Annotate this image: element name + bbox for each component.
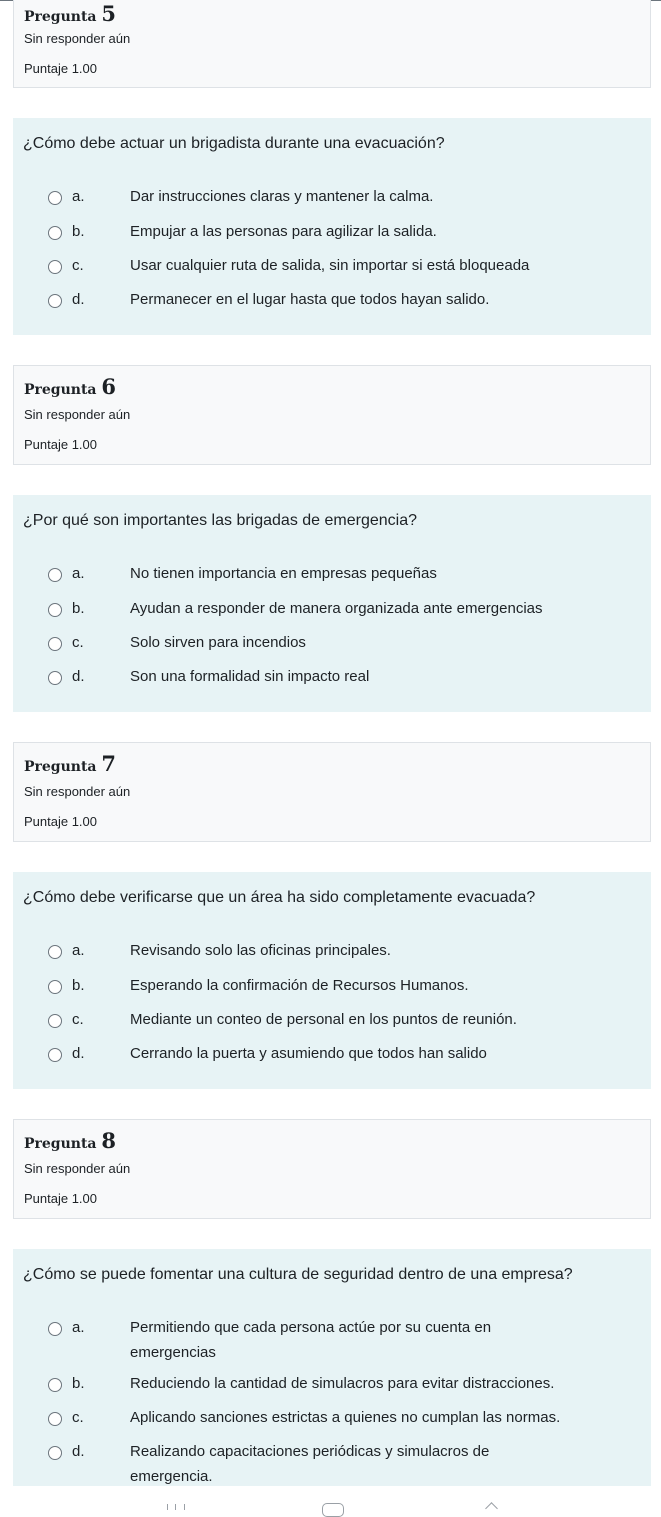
option-text[interactable]: Usar cualquier ruta de salida, sin importar si está bloqueada (130, 257, 530, 274)
option-letter: d. (72, 668, 85, 685)
radio-button[interactable] (48, 1446, 62, 1460)
answer-option-c[interactable] (13, 632, 651, 658)
question-info-8 (13, 1119, 651, 1219)
option-text[interactable]: Esperando la confirmación de Recursos Humanos. (130, 977, 469, 994)
radio-button[interactable] (48, 637, 62, 651)
radio-button[interactable] (48, 1412, 62, 1426)
question-label: Pregunta (24, 1136, 97, 1152)
question-info-5 (13, 0, 651, 88)
radio-button[interactable] (48, 1048, 62, 1062)
question-number (24, 1, 116, 26)
option-text[interactable]: Ayudan a responder de manera organizada ante emergencias (130, 600, 543, 617)
option-letter: d. (72, 291, 85, 308)
option-text[interactable]: Reduciendo la cantidad de simulacros para evitar distracciones. (130, 1375, 555, 1392)
option-letter: a. (72, 942, 85, 959)
option-text[interactable]: Aplicando sanciones estrictas a quienes no cumplan las normas. (130, 1409, 561, 1426)
home-icon[interactable] (322, 1503, 344, 1517)
answer-option-b[interactable] (13, 221, 651, 247)
option-letter: b. (72, 600, 85, 617)
question-grade: Puntaje 1.00 (24, 814, 98, 829)
question-info-6 (13, 365, 651, 465)
option-text[interactable]: Realizando capacitaciones periódicas y simulacros de emergencia. (130, 1443, 490, 1485)
question-grade: Puntaje 1.00 (24, 437, 98, 452)
question-number (24, 1128, 116, 1153)
radio-button[interactable] (48, 945, 62, 959)
question-info-7 (13, 742, 651, 842)
question-text: ¿Por qué son importantes las brigadas de emergencia? (23, 512, 417, 529)
option-text[interactable]: Revisando solo las oficinas principales. (130, 942, 391, 959)
option-letter: a. (72, 565, 85, 582)
radio-button[interactable] (48, 294, 62, 308)
option-text[interactable]: Mediante un conteo de personal en los puntos de reunión. (130, 1011, 517, 1028)
option-text[interactable]: Dar instrucciones claras y mantener la calma. (130, 188, 434, 205)
radio-button[interactable] (48, 191, 62, 205)
option-letter: d. (72, 1443, 85, 1460)
option-text[interactable]: Son una formalidad sin impacto real (130, 668, 370, 685)
option-text[interactable]: No tienen importancia en empresas pequeñas (130, 565, 437, 582)
option-letter: a. (72, 188, 85, 205)
answer-option-d[interactable] (13, 1441, 651, 1491)
radio-button[interactable] (48, 226, 62, 240)
answer-option-a[interactable] (13, 563, 651, 589)
question-label: Pregunta (24, 9, 97, 25)
question-number-value: 5 (101, 1, 116, 26)
radio-button[interactable] (48, 1014, 62, 1028)
answer-option-d[interactable] (13, 289, 651, 315)
question-number-value: 8 (101, 1128, 116, 1153)
radio-button[interactable] (48, 260, 62, 274)
answer-option-b[interactable] (13, 1373, 651, 1399)
radio-button[interactable] (48, 603, 62, 617)
question-content-8 (13, 1249, 651, 1486)
answer-option-b[interactable] (13, 598, 651, 624)
question-content-5 (13, 118, 651, 335)
answer-option-a[interactable] (13, 940, 651, 966)
answer-option-c[interactable] (13, 255, 651, 281)
question-text: ¿Cómo debe verificarse que un área ha sido completamente evacuada? (23, 889, 536, 906)
option-letter: d. (72, 1045, 85, 1062)
question-text: ¿Cómo se puede fomentar una cultura de seguridad dentro de una empresa? (23, 1266, 573, 1283)
question-text: ¿Cómo debe actuar un brigadista durante una evacuación? (23, 135, 445, 152)
option-text[interactable]: Cerrando la puerta y asumiendo que todos han salido (130, 1045, 487, 1062)
answer-option-c[interactable] (13, 1009, 651, 1035)
question-number-value: 7 (101, 751, 116, 776)
question-number-value: 6 (101, 374, 116, 399)
option-text[interactable]: Permanecer en el lugar hasta que todos hayan salido. (130, 291, 490, 308)
option-letter: c. (72, 634, 84, 651)
question-number (24, 751, 116, 776)
answer-option-c[interactable] (13, 1407, 651, 1433)
answer-option-b[interactable] (13, 975, 651, 1001)
radio-button[interactable] (48, 1322, 62, 1336)
question-grade: Puntaje 1.00 (24, 61, 98, 76)
question-state: Sin responder aún (24, 1161, 131, 1176)
answer-option-d[interactable] (13, 1043, 651, 1069)
recent-apps-icon[interactable] (167, 1504, 185, 1510)
answer-option-d[interactable] (13, 666, 651, 692)
option-letter: b. (72, 977, 85, 994)
question-label: Pregunta (24, 759, 97, 775)
question-content-6 (13, 495, 651, 712)
back-icon[interactable] (485, 1502, 498, 1515)
radio-button[interactable] (48, 671, 62, 685)
answer-option-a[interactable] (13, 186, 651, 212)
question-state: Sin responder aún (24, 407, 131, 422)
question-grade: Puntaje 1.00 (24, 1191, 98, 1206)
radio-button[interactable] (48, 1378, 62, 1392)
option-text[interactable]: Permitiendo que cada persona actúe por su cuenta en emergencias (130, 1319, 492, 1361)
option-letter: b. (72, 1375, 85, 1392)
question-label: Pregunta (24, 382, 97, 398)
question-state: Sin responder aún (24, 784, 131, 799)
option-letter: c. (72, 1409, 84, 1426)
question-content-7 (13, 872, 651, 1089)
answer-option-a[interactable] (13, 1317, 651, 1367)
question-number (24, 374, 116, 399)
question-state: Sin responder aún (24, 31, 131, 46)
option-text[interactable]: Solo sirven para incendios (130, 634, 306, 651)
option-letter: a. (72, 1319, 85, 1336)
option-letter: b. (72, 223, 85, 240)
option-letter: c. (72, 1011, 84, 1028)
radio-button[interactable] (48, 980, 62, 994)
system-nav-bar (0, 1500, 661, 1510)
option-letter: c. (72, 257, 84, 274)
option-text[interactable]: Empujar a las personas para agilizar la salida. (130, 223, 437, 240)
radio-button[interactable] (48, 568, 62, 582)
